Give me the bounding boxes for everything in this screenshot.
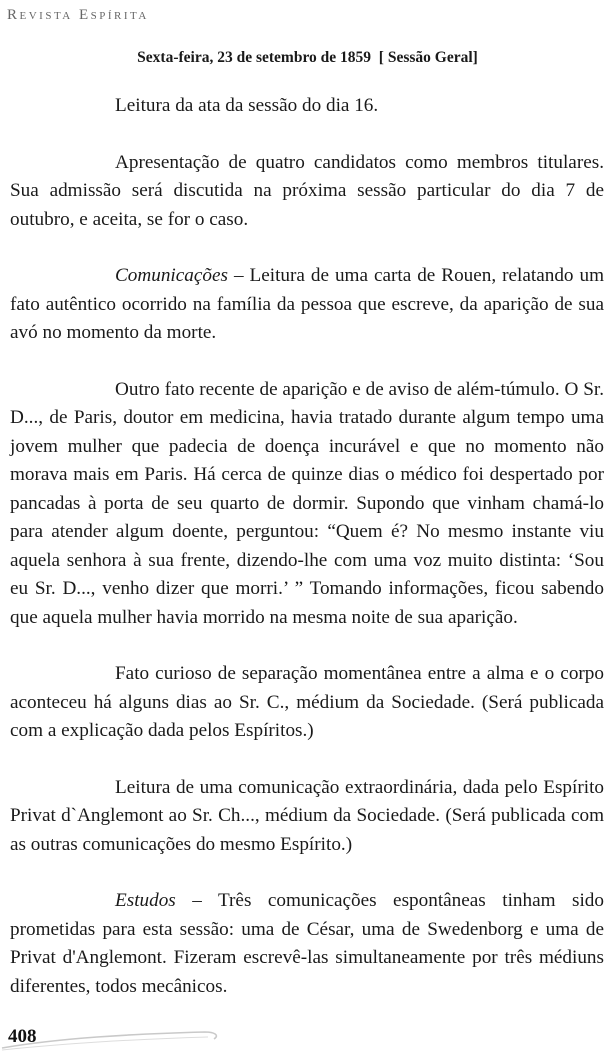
running-head: Revista Espírita — [7, 7, 149, 23]
paragraph — [10, 149, 604, 235]
paragraph-lead: Estudos — [115, 890, 176, 911]
paragraph-text: – Leitura de uma carta de Rouen, relatando um fato autêntico ocorrido na família da pessoa que escreve, da aparição de sua avó no momento da morte. — [10, 265, 604, 343]
page-footer — [0, 1010, 615, 1051]
paragraph — [10, 92, 604, 121]
paragraph — [10, 887, 604, 1001]
paragraph-text: Fato curioso de separação momentânea entre a alma e o corpo aconteceu há alguns dias ao Sr. C., médium da Sociedade. (Será publicada com a explicação dada pelos Espíritos.) — [10, 663, 604, 741]
body-text — [10, 92, 604, 1001]
paragraph — [10, 262, 604, 348]
paragraph-text: Leitura de uma comunicação extraordinária, dada pelo Espírito Privat d`Anglemont ao Sr. Ch..., médium da Sociedade. (Será publicada com as outras comunicações do mesmo Espírito.) — [10, 776, 604, 855]
session-title: Sexta-feira, 23 de setembro de 1859 [ Sessão Geral] — [137, 49, 478, 66]
paragraph — [10, 774, 604, 860]
page-number: 408 — [8, 1026, 37, 1047]
paragraph-text: Outro fato recente de aparição e de aviso de além-túmulo. O Sr. D..., de Paris, doutor em medicina, havia tratado durante algum tempo uma jovem mulher que padecia de doença incurável e que no momento não morava mais em Paris. Há cerca de quinze dias o médico foi despertado por pancadas à porta de seu quarto de dormir. Supondo que vinham chamá-lo para atender algum doente, perguntou: “Quem é? No mesmo instante viu aquela senhora à sua frente, dizendo-lhe com uma voz muito distinta: ‘Sou eu Sr. D..., venho dizer que morri.’ ” Tomando informações, ficou sabendo que aquela mulher havia morrido na mesma noite de sua aparição. — [10, 378, 604, 628]
paragraph-text: – Três comunicações espontâneas tinham sido prometidas para esta sessão: uma de César, uma de Swedenborg e uma de Privat d'Anglemont. Fizeram escrevê-las simultaneamente por três médiuns diferentes, todos mecânicos. — [10, 890, 604, 997]
paragraph — [10, 660, 604, 746]
paragraph-text: Apresentação de quatro candidatos como membros titulares. Sua admissão será discutida na próxima sessão particular do dia 7 de outubro, e aceita, se for o caso. — [10, 151, 604, 230]
paragraph-text: Leitura da ata da sessão do dia 16. — [115, 95, 379, 116]
paragraph-lead: Comunicações — [115, 265, 228, 286]
paragraph — [10, 376, 604, 633]
